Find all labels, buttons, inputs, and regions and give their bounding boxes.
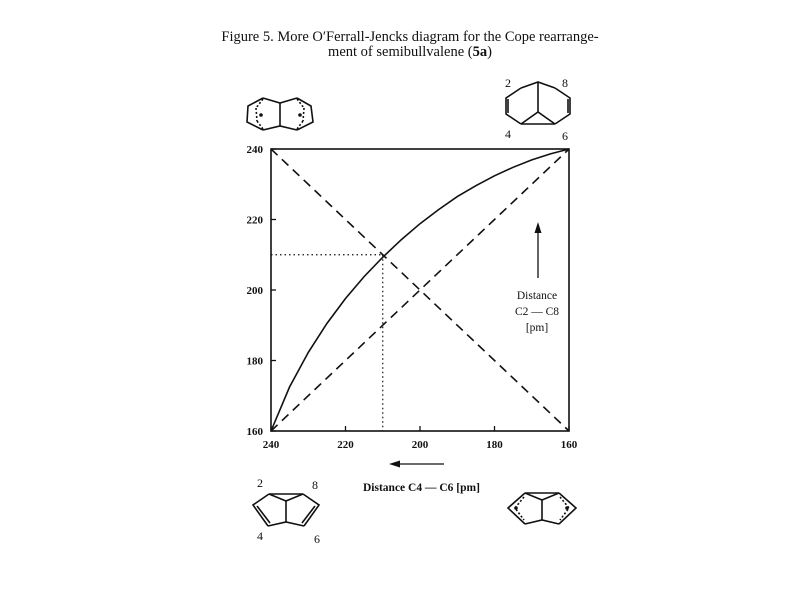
y-tick-label: 200 — [246, 285, 263, 297]
y-axis-label — [515, 290, 559, 334]
label-2-bottom: 2 — [257, 476, 263, 490]
label-8-top: 8 — [562, 76, 568, 90]
label-2-top: 2 — [505, 76, 511, 90]
label-4-bottom: 4 — [257, 529, 263, 543]
y-tick-label: 220 — [246, 214, 263, 227]
y-tick-label: 180 — [246, 355, 263, 368]
x-tick-label: 200 — [411, 439, 429, 451]
structure-top-right — [506, 82, 570, 124]
structure-top-right-labels — [505, 76, 568, 143]
x-tick-label: 240 — [262, 439, 280, 451]
caption-line-2: ment of semibullvalene (5a) — [328, 44, 492, 60]
y-tick-label: 240 — [246, 144, 263, 156]
structure-bottom-right — [508, 493, 576, 524]
label-6-top: 6 — [562, 129, 568, 143]
structure-bottom-left — [253, 494, 319, 526]
y-axis-label-line-1: Distance — [516, 290, 558, 302]
y-tick-label: 160 — [246, 426, 263, 438]
label-4-top: 4 — [505, 127, 511, 141]
x-direction-arrow — [389, 461, 444, 468]
y-axis-label-line-2: C2 — C8 — [514, 306, 560, 318]
x-tick-label: 180 — [486, 439, 503, 451]
y-axis-label-line-3: [pm] — [525, 322, 549, 334]
label-8-bottom: 8 — [312, 478, 318, 492]
structure-top-left — [247, 98, 313, 130]
caption-line-1: Figure 5. More O′Ferrall-Jencks diagram for the Cope rearrange- — [221, 29, 599, 45]
x-tick-label: 160 — [560, 439, 578, 451]
label-6-bottom: 6 — [314, 532, 320, 546]
x-axis-label: Distance C4 — C6 [pm] — [363, 482, 480, 494]
y-direction-arrow — [535, 222, 542, 278]
x-tick-label: 220 — [337, 439, 354, 451]
